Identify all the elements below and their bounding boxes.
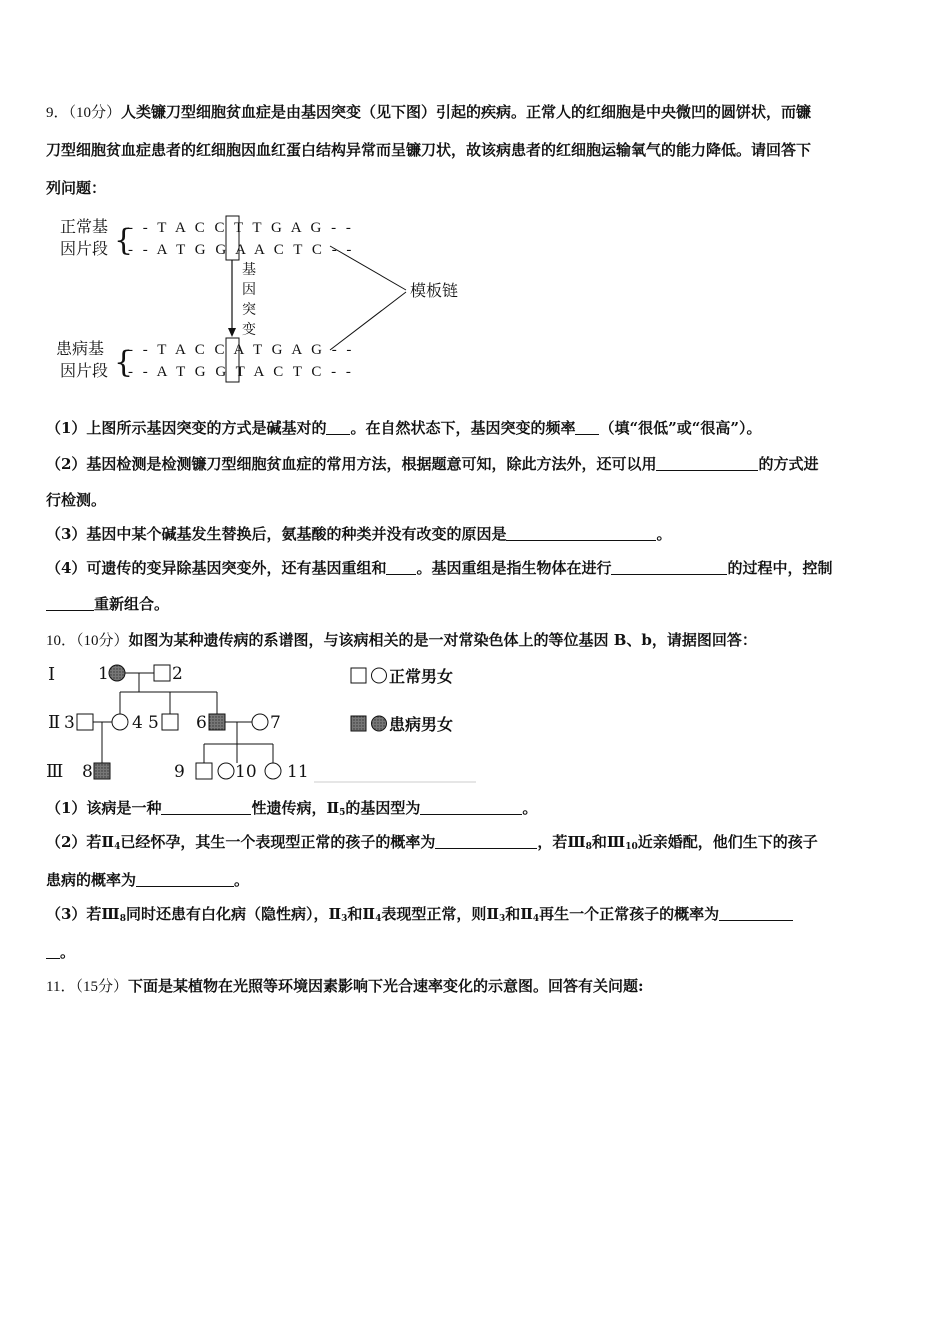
generation-1-label: Ⅰ — [48, 664, 56, 685]
q10-sub2-a: （2）若Ⅱ — [46, 833, 115, 851]
q11-number: 11． — [46, 979, 76, 995]
q10-sub3-k: 再生一个正常孩子的概率为 — [539, 905, 720, 923]
q9-score: （10分） — [68, 105, 122, 121]
q10-sub2-b: 4 — [114, 842, 121, 852]
q10-sub2 — [46, 832, 818, 857]
q9-sub2-a: （2）基因检测是检测镰刀型细胞贫血症的常用方法，根据题意可知，除此方法外，还可以用 — [46, 455, 657, 473]
mutation-label-1: 基 — [242, 262, 256, 278]
q10-sub3-f: 4 — [375, 914, 382, 924]
id-9: 9 — [174, 762, 185, 782]
q10-score: （10分） — [76, 633, 129, 649]
q10-sub1-a: （1）该病是一种 — [46, 799, 162, 817]
individual-8-affected-male — [94, 763, 110, 779]
q9-sub3 — [46, 524, 671, 544]
q10-sub3 — [46, 904, 793, 929]
q10-blank-1[interactable] — [161, 800, 251, 815]
q9-sub1-b: 。在自然状态下，基因突变的频率 — [350, 419, 576, 437]
q10-sub2-j: 。 — [234, 871, 250, 889]
template-line-upper — [330, 246, 406, 290]
gene-mutation-figure — [56, 210, 496, 390]
q10-sub2-g: 10 — [625, 842, 638, 852]
q10-blank-4[interactable] — [136, 872, 234, 887]
q10-sub3-c: 同时还患有白化病（隐性病），Ⅱ — [125, 905, 342, 923]
q9-sub3-a: （3）基因中某个碱基发生替换后，氨基酸的种类并没有改变的原因是 — [46, 525, 507, 543]
q9-sub3-b: 。 — [656, 525, 672, 543]
q9-blank-7[interactable] — [46, 596, 94, 611]
q9-stem-text1: 人类镰刀型细胞贫血症是由基因突变（见下图）引起的疾病。正常人的红细胞是中央微凹的圆饼状，而镰 — [121, 103, 812, 121]
id-4: 4 — [132, 713, 143, 733]
q9-blank-1[interactable] — [326, 420, 350, 435]
q10-sub3-j: 4 — [532, 914, 540, 924]
generation-3-label: Ⅲ — [46, 761, 64, 782]
template-strand-label: 模板链 — [410, 281, 459, 300]
individual-11-normal-female — [265, 763, 281, 779]
individual-2-normal-male — [154, 665, 170, 681]
legend-affected-label: 患病男女 — [389, 715, 454, 734]
disease-seq-bottom: - - A T G G T A C T C - - — [128, 364, 354, 380]
q10-sub2-e: 8 — [585, 842, 592, 852]
q10-blank-5-cont[interactable] — [46, 944, 60, 959]
q10-sub2-h: 近亲婚配，他们生下的孩子 — [637, 833, 818, 851]
q9-sub4 — [46, 558, 832, 578]
q9-blank-5[interactable] — [386, 560, 416, 575]
disease-brace: { — [114, 345, 134, 380]
q9-sub2-cont: 行检测。 — [46, 491, 107, 509]
individual-10-normal-female — [218, 763, 234, 779]
id-3: 3 — [64, 713, 75, 733]
mutation-label-2: 因 — [242, 282, 256, 298]
legend-normal-label: 正常男女 — [389, 667, 454, 686]
q10-blank-2[interactable] — [420, 800, 522, 815]
q9-sub4-c: 的过程中，控制 — [727, 559, 833, 577]
q9-sub2-b: 的方式进 — [758, 455, 819, 473]
q10-sub1-e: 。 — [522, 799, 538, 817]
individual-1-affected-female — [109, 665, 125, 681]
q10-sub3-b: 8 — [119, 914, 126, 924]
mutation-label-4: 变 — [242, 322, 256, 338]
q10-sub3-cont — [46, 942, 75, 962]
q10-sub3-a: （3）若Ⅲ — [46, 905, 120, 923]
q10-sub2-d: ，若Ⅲ — [537, 833, 586, 851]
q9-sub1 — [46, 418, 761, 438]
id-6: 6 — [196, 713, 207, 733]
normal-gene-label-1: 正常基 — [60, 217, 109, 236]
disease-gene-label-1: 患病基 — [56, 339, 105, 358]
legend-affected-male — [351, 716, 366, 731]
q10-sub1-c: 5 — [339, 808, 346, 818]
individual-6-affected-male — [209, 714, 225, 730]
id-5: 5 — [148, 713, 159, 733]
id-1: 1 — [98, 664, 109, 684]
normal-seq-top: - - T A C C T T G A G - - — [128, 220, 354, 236]
individual-5-normal-male — [162, 714, 178, 730]
q10-sub3-l: 。 — [60, 943, 76, 961]
q10-sub3-h: 3 — [498, 914, 506, 924]
q9-sub4-d: 重新组合。 — [94, 595, 170, 613]
q9-stem-line2: 刀型细胞贫血症患者的红细胞因血红蛋白结构异常而呈镰刀状，故该病患者的红细胞运输氧气的能力降低。请回答下 — [46, 141, 812, 159]
id-11: 11 — [287, 762, 309, 782]
q10-sub2-f: 和Ⅲ — [591, 833, 626, 851]
normal-seq-bottom: - - A T G G A A C T C - - — [128, 242, 355, 258]
generation-2-label: Ⅱ — [48, 712, 61, 733]
q10-sub3-e: 和Ⅱ — [347, 905, 376, 923]
q10-number: 10． — [46, 633, 77, 649]
legend-normal-female — [372, 668, 387, 683]
mutation-arrow-head — [228, 328, 236, 337]
q11-score: （15分） — [75, 979, 128, 995]
q9-stem-line3: 列问题： — [46, 179, 107, 197]
q10-sub1-d: 的基因型为 — [345, 799, 421, 817]
q10-sub2-i: 患病的概率为 — [46, 871, 137, 889]
q10-stem-text: 如图为某种遗传病的系谱图，与该病相关的是一对常染色体上的等位基因 B、b，请据图回答： — [128, 631, 757, 649]
legend-normal-male — [351, 668, 366, 683]
q10-sub1-b: 性遗传病，Ⅱ — [251, 799, 340, 817]
q10-blank-5[interactable] — [719, 906, 793, 921]
individual-9-normal-male — [196, 763, 212, 779]
individual-4-normal-female — [112, 714, 128, 730]
q9-stem-line1 — [46, 102, 811, 123]
q10-sub1 — [46, 798, 537, 823]
id-7: 7 — [270, 713, 281, 733]
q9-sub4-b: 。基因重组是指生物体在进行 — [416, 559, 612, 577]
q10-sub3-g: 表现型正常，则Ⅱ — [381, 905, 499, 923]
normal-gene-label-2: 因片段 — [60, 239, 109, 258]
disease-seq-top: - - T A C C A T G A G - - — [128, 342, 355, 358]
mutation-label-3: 突 — [242, 302, 256, 318]
individual-7-normal-female — [252, 714, 268, 730]
q9-sub1-c: （填“很低”或“很高”）。 — [599, 419, 762, 437]
id-2: 2 — [172, 664, 183, 684]
normal-brace: { — [114, 223, 134, 258]
q11-stem-text: 下面是某植物在光照等环境因素影响下光合速率变化的示意图。回答有关问题: — [127, 977, 644, 995]
id-8: 8 — [82, 762, 93, 782]
q9-blank-6[interactable] — [611, 560, 727, 575]
q9-sub2 — [46, 454, 818, 474]
q10-sub3-i: 和Ⅱ — [505, 905, 533, 923]
q10-sub2-cont — [46, 870, 249, 890]
q9-sub1-a: （1）上图所示基因突变的方式是碱基对的 — [46, 419, 327, 437]
q9-blank-2[interactable] — [575, 420, 599, 435]
pedigree-chart — [44, 656, 484, 786]
q10-blank-3[interactable] — [435, 834, 537, 849]
q10-sub2-c: 已经怀孕，其生一个表现型正常的孩子的概率为 — [120, 833, 436, 851]
q11-stem — [46, 976, 644, 997]
individual-3-normal-male — [77, 714, 93, 730]
q9-blank-3[interactable] — [656, 456, 758, 471]
legend-affected-female — [372, 716, 387, 731]
q10-stem — [46, 630, 757, 651]
q10-sub3-d: 3 — [341, 914, 348, 924]
id-10: 10 — [235, 762, 257, 782]
q9-number: 9． — [46, 105, 69, 121]
q9-sub4-cont — [46, 594, 169, 614]
q9-sub4-a: （4）可遗传的变异除基因突变外，还有基因重组和 — [46, 559, 387, 577]
q9-blank-4[interactable] — [506, 526, 656, 541]
disease-gene-label-2: 因片段 — [60, 361, 109, 380]
